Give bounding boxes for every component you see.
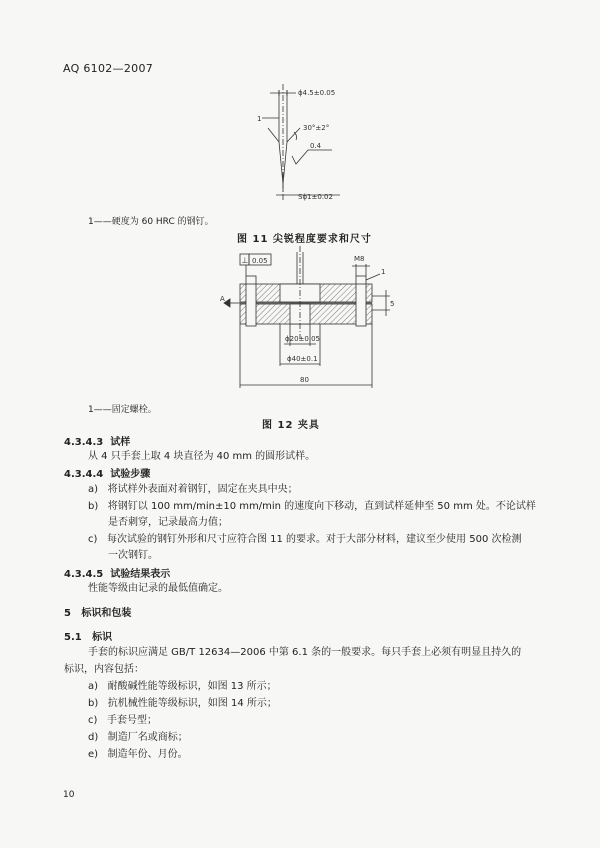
list-text: 制造年份、月份。 — [107, 749, 188, 760]
list-label: d) — [88, 732, 99, 743]
step-c-continued: 一次钢钉。 — [108, 550, 158, 561]
list-label: b) — [88, 501, 99, 512]
roughness-label: 0.4 — [310, 142, 322, 150]
dim-width-label: 80 — [300, 376, 309, 384]
dim-top-label: ϕ4.5±0.05 — [298, 89, 336, 97]
dim-inner-label: ϕ20±0.05 — [285, 335, 320, 343]
section-title: 试样 — [110, 437, 131, 448]
list-item — [88, 679, 277, 694]
list-text: 抗机械性能等级标识，如图 14 所示； — [107, 698, 277, 709]
section-4344-heading — [64, 465, 150, 480]
dim-outer-label: ϕ40±0.1 — [287, 355, 318, 363]
section-number: 4.3.4.4 — [64, 469, 104, 480]
list-label: a) — [88, 484, 99, 495]
list-text: 耐酸碱性能等级标识，如图 13 所示； — [107, 681, 277, 692]
list-text: 手套号型； — [106, 715, 157, 726]
list-item — [88, 730, 188, 745]
document-id: AQ 6102—2007 — [63, 62, 154, 75]
datum-label: A — [220, 295, 225, 303]
list-text: 制造厂名或商标； — [107, 732, 188, 743]
section-title: 试验结果表示 — [110, 569, 171, 580]
dim-bottom-label: Sϕ1±0.02 — [298, 193, 333, 201]
thread-label: M8 — [354, 255, 365, 263]
list-label: e) — [88, 749, 99, 760]
list-label: b) — [88, 698, 99, 709]
list-item — [88, 747, 188, 762]
section-number: 5 — [64, 608, 71, 619]
section-4343-text: 从 4 只手套上取 4 块直径为 40 mm 的圆形试样。 — [88, 451, 316, 462]
section-51-heading — [64, 628, 112, 643]
section-4345-heading — [64, 565, 170, 580]
section-title: 标识 — [92, 632, 113, 643]
section-number: 4.3.4.5 — [64, 569, 104, 580]
perpendicularity-symbol: ⊥ — [241, 256, 249, 265]
section-51-text-line1: 手套的标识应满足 GB/T 12634—2006 中第 6.1 条的一般要求。每只手套上必须有明显且持久的 — [88, 647, 522, 658]
section-title: 标识和包装 — [81, 608, 132, 619]
step-b-continued: 是否刺穿，记录最高力值； — [108, 517, 228, 528]
list-label: a) — [88, 681, 99, 692]
section-4343-heading — [64, 433, 130, 448]
section-number: 5.1 — [64, 632, 82, 643]
list-text: 将钢钉以 100 mm/min±10 mm/min 的速度向下移动，直到试样延伸至 50 mm 处。不论试样 — [107, 501, 536, 512]
section-5-heading — [64, 604, 131, 619]
list-item — [88, 713, 157, 728]
figure-12-diagram — [200, 244, 410, 394]
step-b — [88, 499, 536, 514]
section-51-text-line2: 标识，内容包括： — [64, 664, 144, 675]
list-item — [88, 696, 277, 711]
list-label: c) — [88, 715, 98, 726]
figure-11-diagram — [240, 80, 400, 210]
step-a — [88, 482, 298, 497]
list-label: c) — [88, 534, 98, 545]
angle-label: 30°±2° — [303, 124, 330, 132]
list-text: 将试样外表面对着钢钉，固定在夹具中央； — [107, 484, 298, 495]
dim-right-label: 5 — [390, 300, 395, 308]
figure-11-caption: 图 11 尖锐程度要求和尺寸 — [237, 234, 372, 245]
figure-12-note: 1——固定螺栓。 — [88, 405, 157, 415]
section-number: 4.3.4.3 — [64, 437, 104, 448]
section-title: 试验步骤 — [110, 469, 151, 480]
section-4345-text: 性能等级由记录的最低值确定。 — [88, 583, 228, 594]
page-number: 10 — [63, 790, 75, 800]
perpendicularity-value: 0.05 — [252, 257, 268, 265]
figure-12-caption: 图 12 夹具 — [262, 420, 320, 431]
callout-1: 1 — [381, 268, 386, 276]
list-text: 每次试验的钢钉外形和尺寸应符合图 11 的要求。对于大部分材料，建议至少使用 500 次检测 — [106, 534, 522, 545]
callout-1: 1 — [257, 115, 262, 123]
figure-11-note: 1——硬度为 60 HRC 的钢钉。 — [88, 217, 214, 227]
step-c — [88, 532, 521, 547]
